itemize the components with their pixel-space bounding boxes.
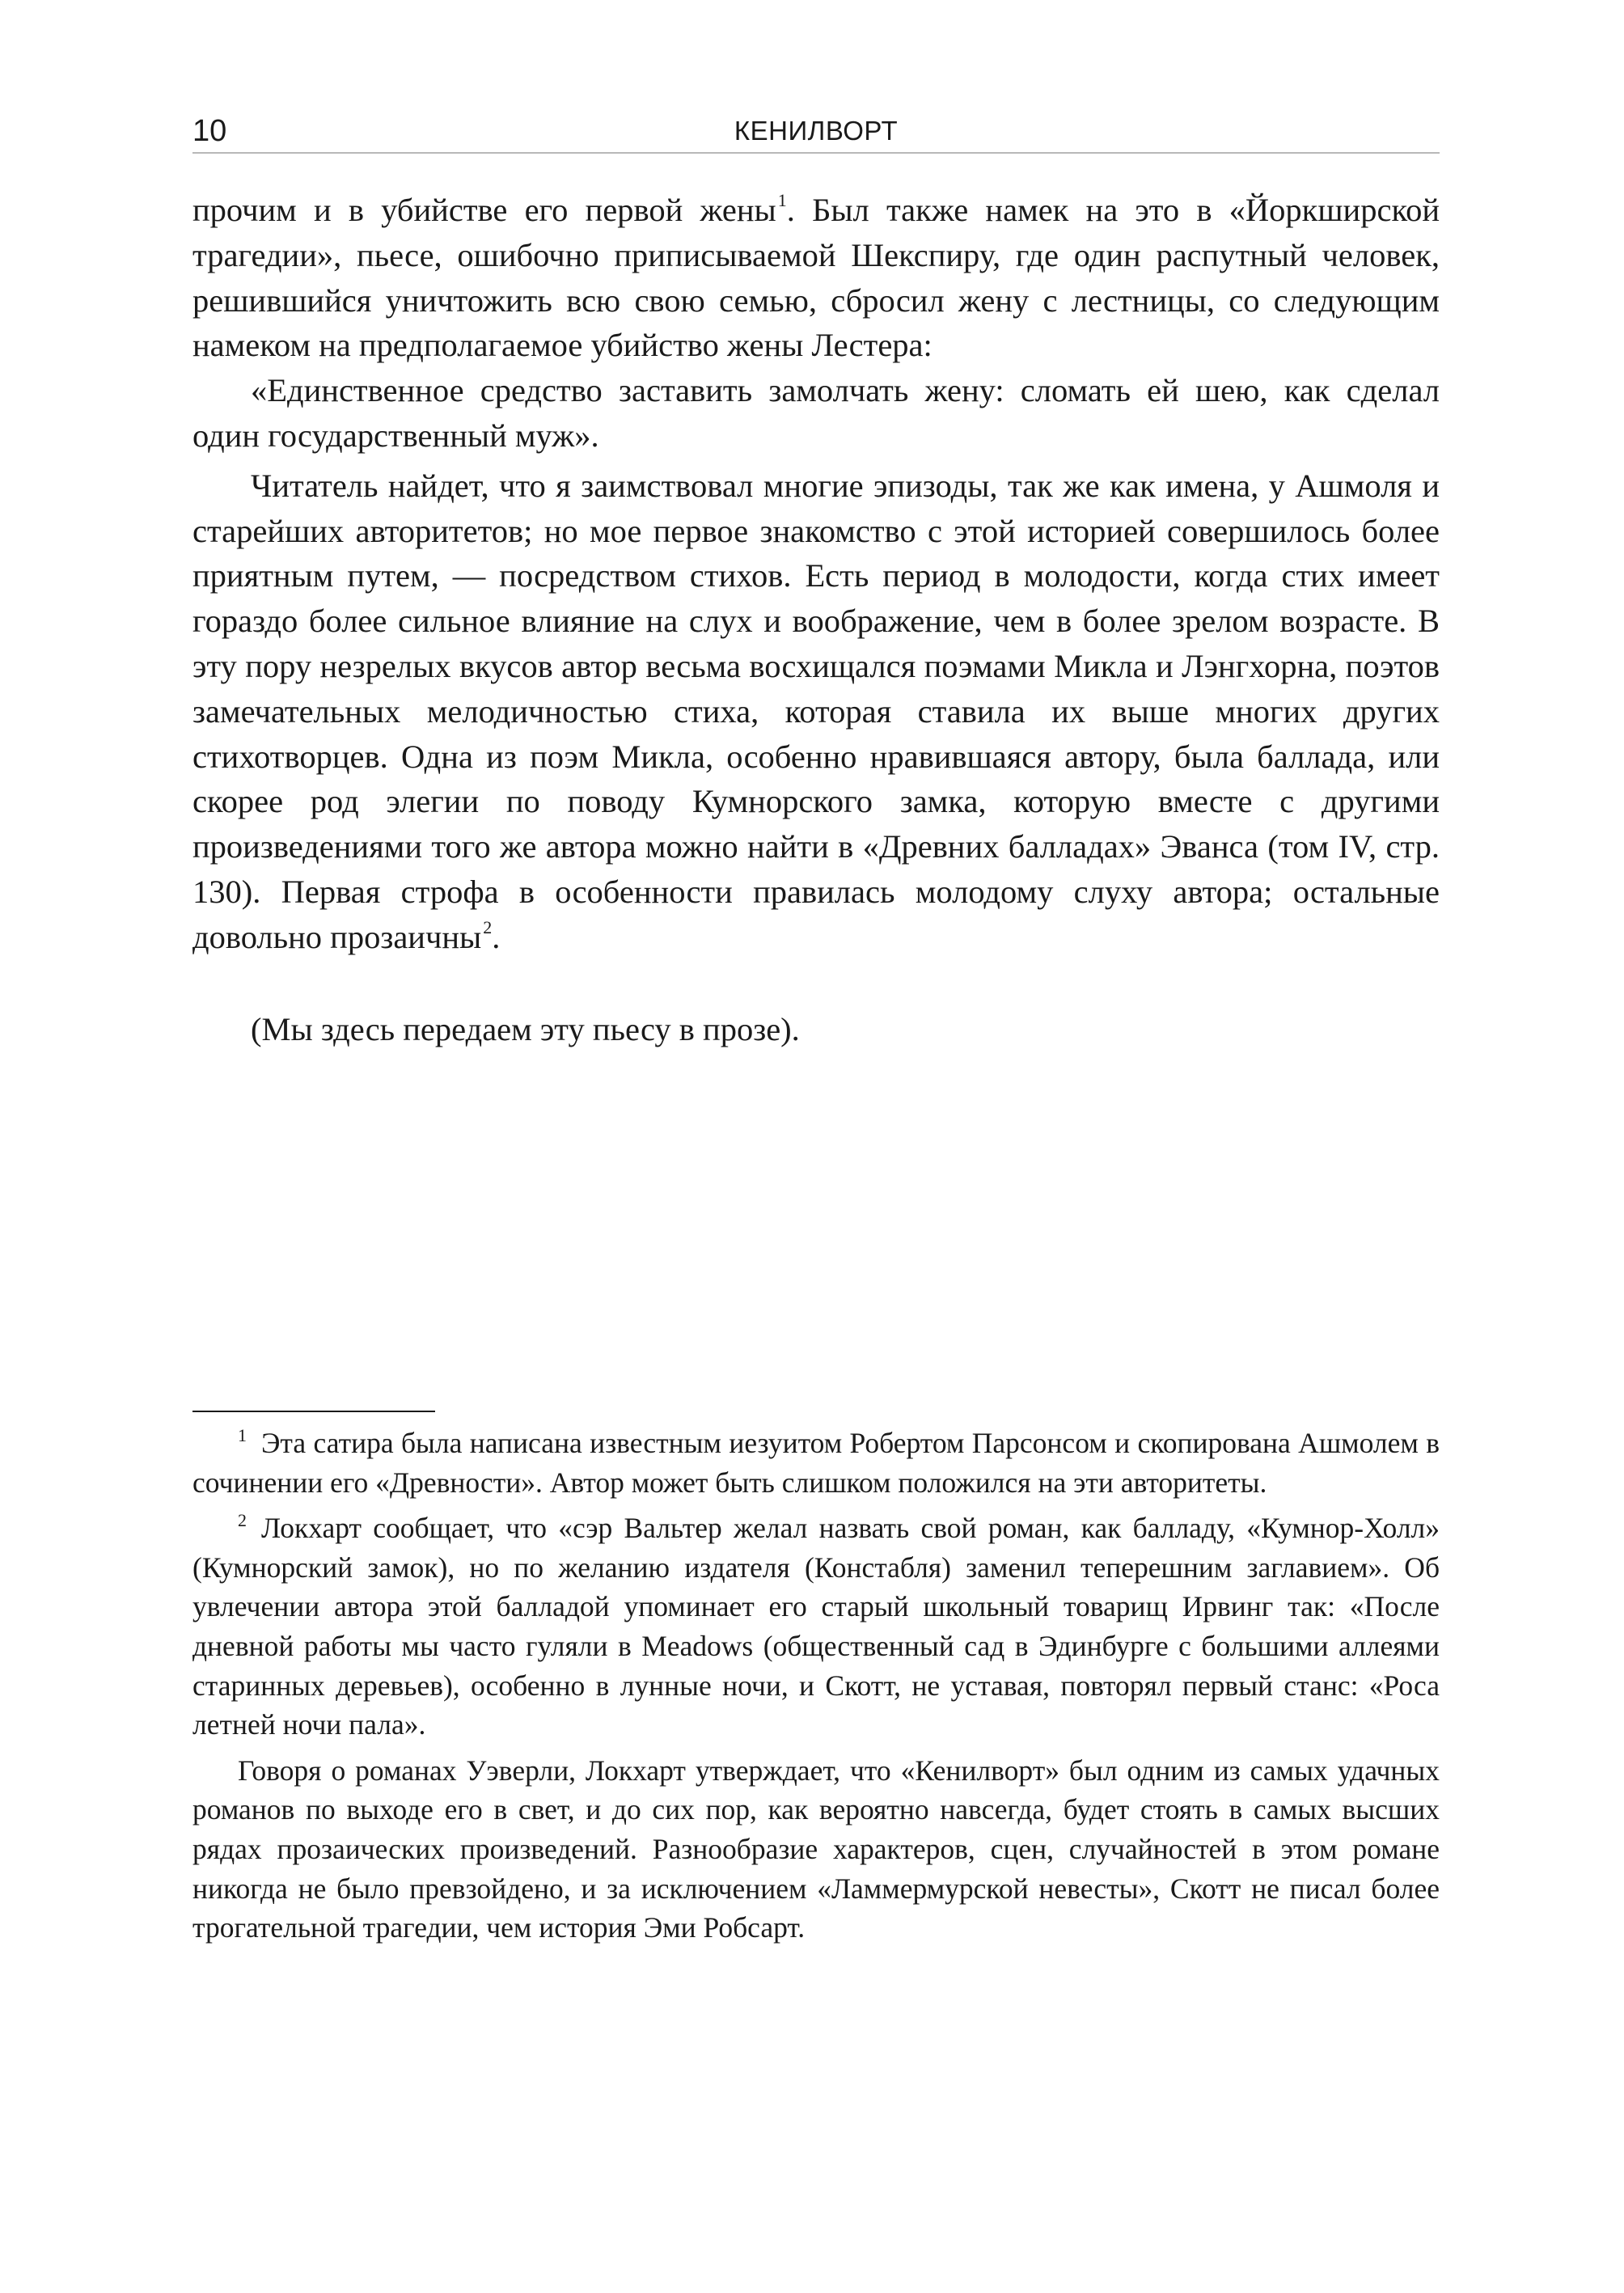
paragraph-text: . Был также намек на это в «Йоркширской трагедии», пьесе, ошибочно приписываемой Шекспиру, где один распутный человек, решившийся уничтожить всю свою семью, сбросил жену с лестницы, со следующим намеком на предполагаемое убийство жены Лестера:: [192, 192, 1440, 364]
paragraph-text: .: [492, 918, 501, 955]
footnote-text: Эта сатира была написана известным иезуитом Робертом Парсонсом и скопирована Ашмолем в сочинении его «Древности». Автор может быть слишком положился на эти авторитеты.: [192, 1427, 1440, 1499]
footnote-continuation: Говоря о романах Уэверли, Локхарт утверждает, что «Кенилворт» был одним из самых удачных романов по выходе его в свет, и до сих пор, как вероятно навсегда, будет стоять в самых высших рядах прозаических произведений. Разнообразие характеров, сцен, случайностей в этом романе никогда не было превзойдено, и за исключением «Ламмермурской невесты», Скотт не писал более трогательной трагедии, чем история Эми Робсарт.: [192, 1754, 1440, 1944]
running-head: [192, 112, 1440, 150]
footnote-reference-1: 1: [777, 190, 787, 210]
book-page: [192, 0, 1440, 2293]
paragraph-text: прочим и в убийстве его первой жены: [192, 192, 776, 228]
paragraph: [192, 463, 1440, 960]
paragraph-continuation: [192, 188, 1440, 368]
footnote-2: [192, 1508, 1440, 1745]
footnote-1: [192, 1424, 1440, 1502]
footnotes: [192, 1424, 1440, 1948]
footnote-mark: 1: [238, 1425, 247, 1445]
paragraph-editorial-note: (Мы здесь передаем эту пьесу в прозе).: [251, 1010, 800, 1047]
footnote-reference-2: 2: [483, 916, 493, 937]
footnote-mark: 2: [238, 1510, 247, 1531]
paragraph-quote: «Единственное средство заставить замолчать жену: сломать ей шею, как сделал один государственный муж».: [192, 372, 1440, 454]
header-rule: [192, 152, 1440, 154]
paragraph-text: Читатель найдет, что я заимствовал многие эпизоды, так же как имена, у Ашмоля и старейших авторитетов; но мое первое знакомство с этой историей совершилось более приятным путем, — посредством стихов. Есть период в молодости, когда стих имеет гораздо более сильное влияние на слух и воображение, чем в более зрелом возрасте. В эту пору незрелых вкусов автор весьма восхищался поэмами Микла и Лэнгхорна, поэтов замечательных мелодичностью стиха, которая ставила их выше многих других стихотворцев. Одна из поэм Микла, особенно нравившаяся автору, была баллада, или скорее род элегии по поводу Кумнорского замка, которую вместе с другими произведениями того же автора можно найти в «Древних балладах» Эванса (том IV, стр. 130). Первая строфа в особенности правилась молодому слуху автора; остальные довольно прозаичны: [192, 467, 1440, 955]
footnote-text: Локхарт сообщает, что «сэр Вальтер желал назвать свой роман, как балладу, «Кумнор-Холл» (Кумнорский замок), но по желанию издателя (Констабля) заменил теперешним заглавием». Об увлечении автора этой балладой упоминает его старый школьный товарищ Ирвинг так: «После дневной работы мы часто гуляли в Meadows (общественный сад в Эдинбурге с большими аллеями старинных деревьев), особенно в лунные ночи, и Скотт, не уставая, повторял первый станс: «Роса летней ночи пала».: [192, 1512, 1440, 1741]
running-title: КЕНИЛВОРТ: [734, 116, 899, 146]
page-number: 10: [192, 114, 227, 148]
main-text: [192, 188, 1440, 1051]
footnote-separator: [192, 1411, 435, 1412]
